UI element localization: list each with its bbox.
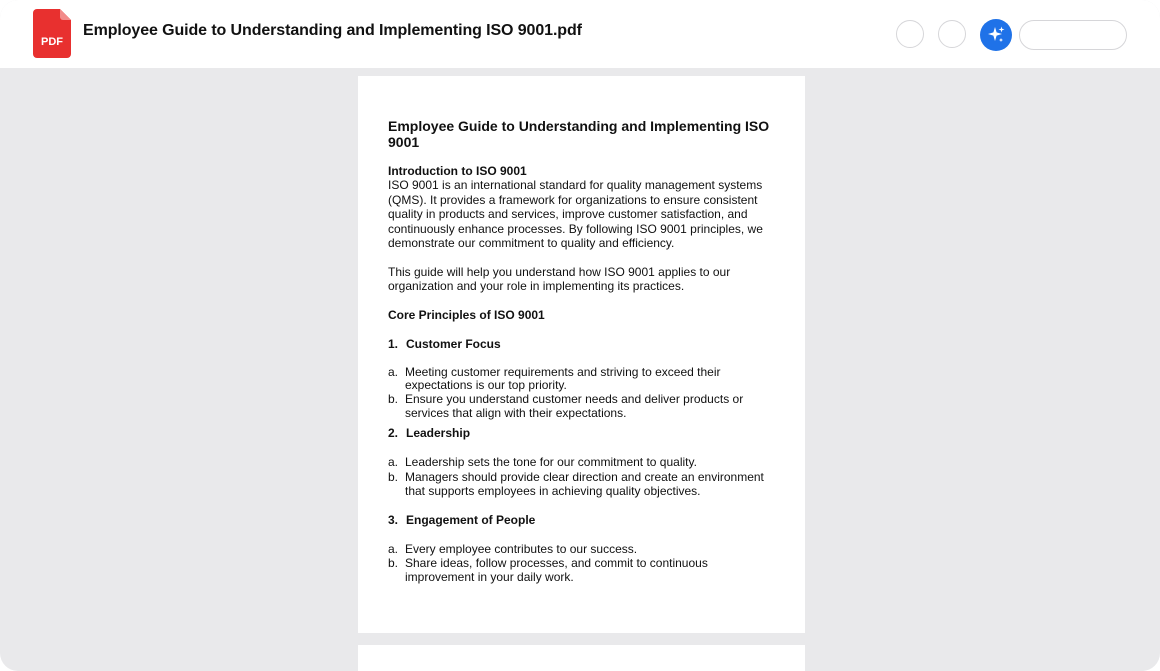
page-content xyxy=(388,118,773,585)
item-marker: b. xyxy=(388,556,399,571)
item-text: Every employee contributes to our success. xyxy=(405,541,638,556)
sparkle-icon xyxy=(986,25,1006,45)
principle-marker: 1. xyxy=(388,336,399,351)
principle-item xyxy=(388,455,773,469)
item-marker: b. xyxy=(388,469,399,484)
principle-heading xyxy=(388,426,773,440)
toolbar-pill-button[interactable] xyxy=(1019,20,1127,50)
principle-marker: 3. xyxy=(388,512,399,527)
principle-heading xyxy=(388,513,773,527)
item-text: Meeting customer requirements and striving to exceed their expectations is our top priority. xyxy=(405,364,721,392)
principle-heading xyxy=(388,337,773,351)
pdf-badge-label: PDF xyxy=(41,36,63,48)
pdf-file-icon xyxy=(33,9,71,58)
principles-heading: Core Principles of ISO 9001 xyxy=(388,308,545,323)
ai-assistant-button[interactable] xyxy=(980,19,1012,51)
principle-title: Leadership xyxy=(406,426,471,441)
item-marker: a. xyxy=(388,364,399,379)
document-file-name: Employee Guide to Understanding and Implementing ISO 9001.pdf xyxy=(83,22,582,39)
item-text: Ensure you understand customer needs and deliver products or services that align with their expectations. xyxy=(405,391,744,421)
guide-paragraph: This guide will help you understand how ISO 9001 applies to our organization and your role in implementing its practices. xyxy=(388,264,731,294)
intro-paragraph: ISO 9001 is an international standard for quality management systems (QMS). It provides a framework for organizations to ensure consistent quality in products and services, improve customer satisfaction, and continuously enhance processes. By following ISO 9001 principles, we demonstrate our commitment to quality and efficiency. xyxy=(388,178,763,251)
item-marker: b. xyxy=(388,391,399,406)
principle-item xyxy=(388,366,773,392)
document-page-1 xyxy=(358,76,805,633)
principle-marker: 2. xyxy=(388,426,399,441)
item-text: Share ideas, follow processes, and commit to continuous improvement in your daily work. xyxy=(405,556,708,585)
principle-item xyxy=(388,392,773,421)
top-bar xyxy=(0,0,1160,68)
principle-item xyxy=(388,470,773,499)
item-text: Leadership sets the tone for our commitment to quality. xyxy=(405,455,697,470)
item-text: Managers should provide clear direction and create an environment that supports employees in achieving quality objectives. xyxy=(405,469,764,499)
principle-title: Customer Focus xyxy=(406,336,501,351)
toolbar-button-1[interactable] xyxy=(896,20,924,48)
toolbar-button-2[interactable] xyxy=(938,20,966,48)
principle-item xyxy=(388,556,773,585)
document-title: Employee Guide to Understanding and Implementing ISO 9001 xyxy=(388,118,770,150)
item-marker: a. xyxy=(388,541,399,556)
item-marker: a. xyxy=(388,455,399,470)
document-page-2 xyxy=(358,645,805,671)
principle-title: Engagement of People xyxy=(406,512,536,527)
principle-item xyxy=(388,542,773,556)
intro-heading: Introduction to ISO 9001 xyxy=(388,164,527,178)
